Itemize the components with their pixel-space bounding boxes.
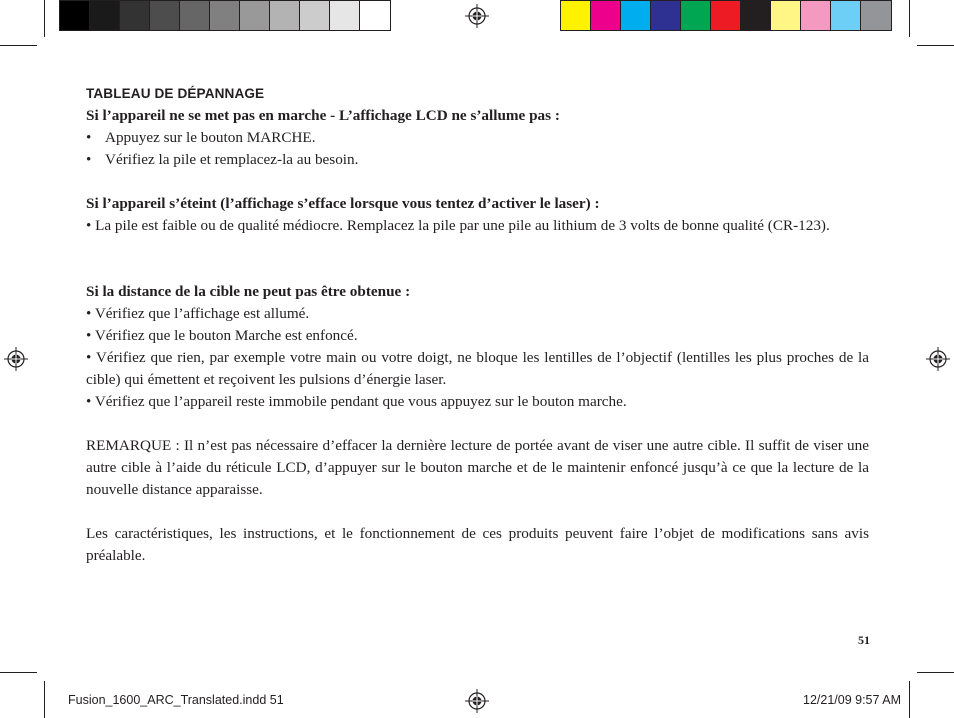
slug-filename: Fusion_1600_ARC_Translated.indd 51 [68,693,284,707]
color-swatch [300,1,330,30]
page-title: TABLEAU DE DÉPANNAGE [86,86,265,101]
color-swatch [180,1,210,30]
crop-mark [909,0,910,37]
crop-mark [917,672,954,673]
page-content [86,83,869,567]
list-item: • Vérifiez que rien, par exemple votre main ou votre doigt, ne bloque les lentilles de l’objectif (lentilles les plus proches de la cible) qui émettent et reçoivent les pulsions d’énergie laser. [86,349,869,388]
list-item: • Vérifiez la pile et remplacez-la au besoin. [86,151,359,168]
color-swatch [711,1,741,30]
section-title: Si l’appareil s’éteint (l’affichage s’efface lorsque vous tentez d’activer le laser) : [86,195,600,212]
registration-mark-icon [465,689,489,713]
color-swatch [120,1,150,30]
list-item: • Vérifiez que l’affichage est allumé. [86,305,310,322]
color-swatch [90,1,120,30]
registration-mark-icon [4,347,28,371]
crop-mark [909,681,910,718]
note-paragraph: REMARQUE : Il n’est pas nécessaire d’effacer la dernière lecture de portée avant de viser une autre cible. Il suffit de viser une autre cible à l’aide du réticule LCD, d’appuyer sur le bouton marche et de le maintenir enfoncé jusqu’à ce que la lecture de la nouvelle distance apparaisse. [86,437,869,498]
color-swatch [240,1,270,30]
crop-mark [0,45,37,46]
registration-mark-icon [926,347,950,371]
color-swatch [771,1,801,30]
color-swatch [360,1,390,30]
list-item: • Vérifiez que le bouton Marche est enfoncé. [86,327,358,344]
list-item: • Vérifiez que l’appareil reste immobile pendant que vous appuyez sur le bouton marche. [86,393,627,410]
color-swatch-bar [560,0,892,31]
paragraph: • La pile est faible ou de qualité médiocre. Remplacez la pile par une pile au lithium de 3 volts de bonne qualité (CR-123). [86,217,830,234]
color-swatch [270,1,300,30]
section-title: Si la distance de la cible ne peut pas être obtenue : [86,283,411,300]
crop-mark [0,672,37,673]
crop-mark [44,681,45,718]
crop-mark [44,0,45,37]
color-swatch [831,1,861,30]
disclaimer-paragraph: Les caractéristiques, les instructions, et le fonctionnement de ces produits peuvent faire l’objet de modifications sans avis préalable. [86,525,869,564]
registration-mark-icon [465,4,489,28]
page-number: 51 [858,633,870,647]
color-swatch [741,1,771,30]
color-swatch [861,1,891,30]
color-swatch [621,1,651,30]
color-swatch [330,1,360,30]
color-swatch [210,1,240,30]
section-title: Si l’appareil ne se met pas en marche - L’affichage LCD ne s’allume pas : [86,107,560,124]
crop-mark [917,45,954,46]
color-swatch [561,1,591,30]
slug-datetime: 12/21/09 9:57 AM [803,693,901,707]
color-swatch [681,1,711,30]
color-swatch [651,1,681,30]
color-swatch [801,1,831,30]
list-item: • Appuyez sur le bouton MARCHE. [86,129,316,146]
color-swatch [150,1,180,30]
gray-swatch-bar [59,0,391,31]
color-swatch [591,1,621,30]
color-swatch [60,1,90,30]
